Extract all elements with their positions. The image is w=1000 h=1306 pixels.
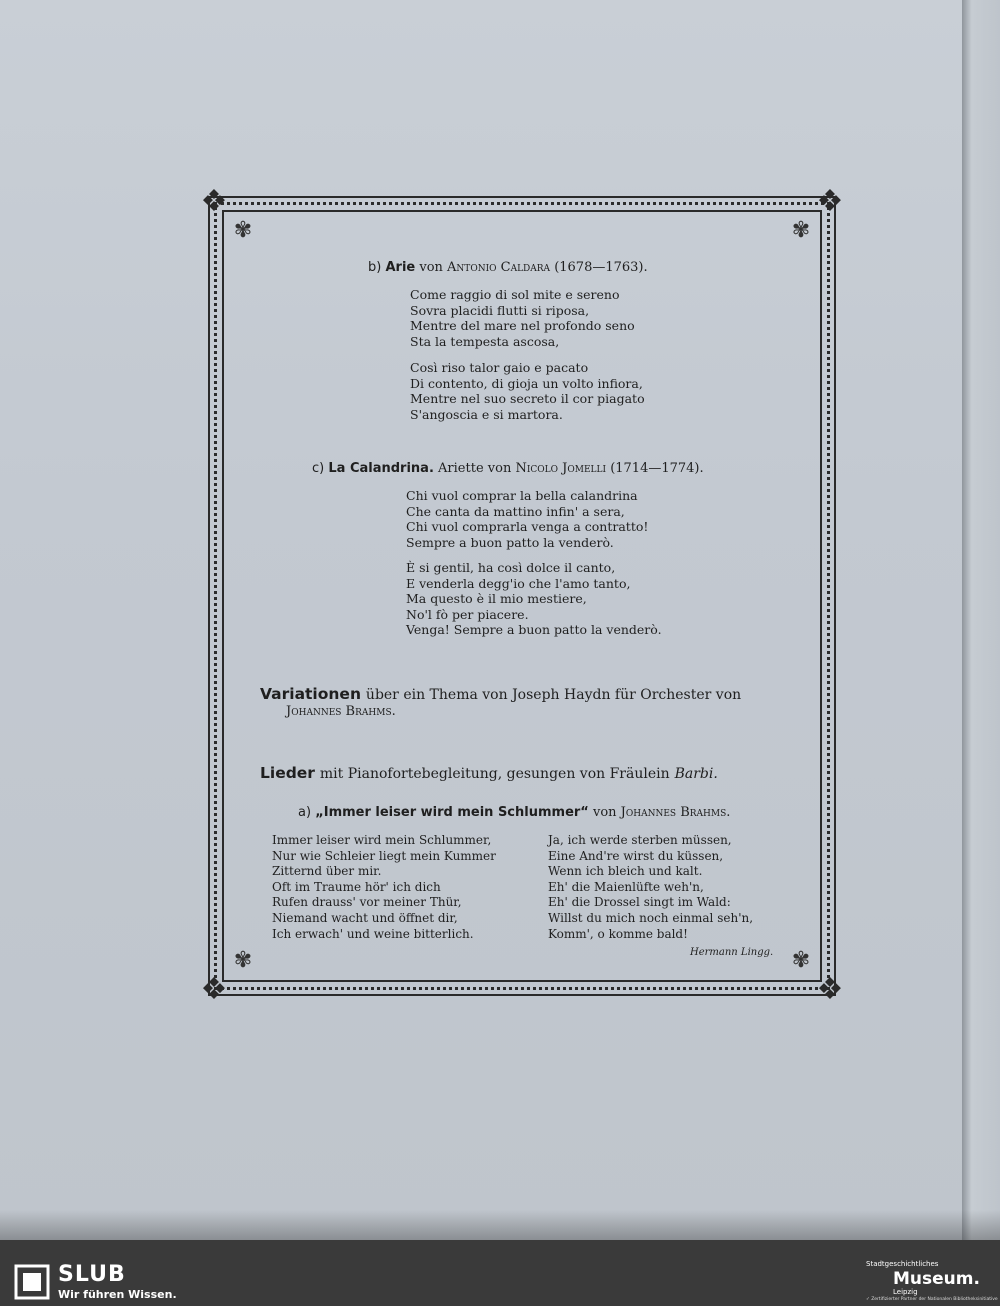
poem-author: Hermann Lingg. xyxy=(690,947,774,958)
verse-line: Ich erwach' und weine bitterlich. xyxy=(272,926,474,941)
variationen-composer: Johannes Brahms. xyxy=(286,704,396,719)
verse-line: Di contento, di gioja un volto infiora, xyxy=(410,375,643,391)
inner-corner-ornament-icon: ✾ xyxy=(791,218,811,243)
verse-line: Ma questo è il mio mestiere, xyxy=(406,591,587,607)
verse-line: Rufen drauss' vor meiner Thür, xyxy=(272,895,462,910)
verse-line: Wenn ich bleich und kalt. xyxy=(548,864,703,879)
page-shadow xyxy=(0,1210,1000,1240)
inner-corner-ornament-icon: ✾ xyxy=(233,948,253,973)
song-a-right-column xyxy=(548,833,753,942)
corner-ornament-icon: ❖ xyxy=(816,184,844,219)
variationen-heading: Variationen über ein Thema von Joseph Haydn für Orchester von xyxy=(260,685,742,703)
section-b-stanza-1 xyxy=(410,287,635,349)
slub-logo-icon xyxy=(14,1264,50,1300)
museum-city: Leipzig xyxy=(893,1288,918,1296)
section-c-stanza-2 xyxy=(406,560,662,638)
verse-line: Così riso talor gaio e pacato xyxy=(410,360,589,375)
verse-line: No'l fò per piacere. xyxy=(406,606,529,622)
verse-line: Che canta da mattino infin' a sera, xyxy=(406,503,625,519)
verse-line: Chi vuol comprarla venga a contratto! xyxy=(406,519,649,535)
verse-line: Eh' die Maienlüfte weh'n, xyxy=(548,879,704,894)
verse-line: Immer leiser wird mein Schlummer, xyxy=(272,833,492,847)
footer-bar xyxy=(0,1240,1000,1306)
verse-line: Mentre del mare nel profondo seno xyxy=(410,318,635,334)
page-edge xyxy=(962,0,1000,1240)
museum-subtitle: Stadtgeschichtliches xyxy=(866,1260,939,1268)
section-c-heading: c) La Calandrina. Ariette von Nicolo Jomelli (1714—1774). xyxy=(312,461,704,476)
verse-line: È si gentil, ha così dolce il canto, xyxy=(406,560,616,575)
museum-name[interactable]: Museum. xyxy=(893,1269,980,1289)
section-b-stanza-2 xyxy=(410,360,645,422)
verse-line: E venderla degg'io che l'amo tanto, xyxy=(406,575,631,591)
slub-tagline: Wir führen Wissen. xyxy=(58,1288,177,1301)
lieder-heading: Lieder mit Pianofortebegleitung, gesungen von Fräulein Barbi. xyxy=(260,764,718,782)
song-a-left-column xyxy=(272,833,496,942)
section-c-stanza-1 xyxy=(406,488,648,550)
verse-line: Sovra placidi flutti si riposa, xyxy=(410,302,590,318)
slub-name[interactable]: SLUB xyxy=(58,1262,126,1287)
inner-corner-ornament-icon: ✾ xyxy=(791,948,811,973)
verse-line: Zitternd über mir. xyxy=(272,864,382,879)
verse-line: Oft im Traume hör' ich dich xyxy=(272,879,441,894)
verse-line: Komm', o komme bald! xyxy=(548,926,688,941)
verse-line: Chi vuol comprar la bella calandrina xyxy=(406,488,638,503)
corner-ornament-icon: ❖ xyxy=(200,184,228,219)
verse-line: Eh' die Drossel singt im Wald: xyxy=(548,895,731,910)
verse-line: Sempre a buon patto la venderò. xyxy=(406,534,614,550)
song-a-heading: a) „Immer leiser wird mein Schlummer“ von Johannes Brahms. xyxy=(298,805,731,820)
verse-line: Willst du mich noch einmal seh'n, xyxy=(548,910,754,925)
verse-line: Venga! Sempre a buon patto la venderò. xyxy=(406,622,662,638)
verse-line: S'angoscia e si martora. xyxy=(410,406,563,422)
verse-line: Mentre nel suo secreto il cor piagato xyxy=(410,391,645,407)
verse-line: Nur wie Schleier liegt mein Kummer xyxy=(272,848,496,863)
verse-line: Eine And're wirst du küssen, xyxy=(548,848,724,863)
verse-line: Niemand wacht und öffnet dir, xyxy=(272,910,458,925)
inner-corner-ornament-icon: ✾ xyxy=(233,218,253,243)
verse-line: Sta la tempesta ascosa, xyxy=(410,333,560,349)
verse-line: Ja, ich werde sterben müssen, xyxy=(548,833,732,847)
section-b-heading: b) Arie von Antonio Caldara (1678—1763). xyxy=(368,260,648,275)
verse-line: Come raggio di sol mite e sereno xyxy=(410,287,620,302)
corner-ornament-icon: ❖ xyxy=(200,972,228,1007)
museum-partner-note: ✓ Zertifizierter Partner der Nationalen Bibliotheksinitiative xyxy=(866,1297,998,1302)
corner-ornament-icon: ❖ xyxy=(816,972,844,1007)
